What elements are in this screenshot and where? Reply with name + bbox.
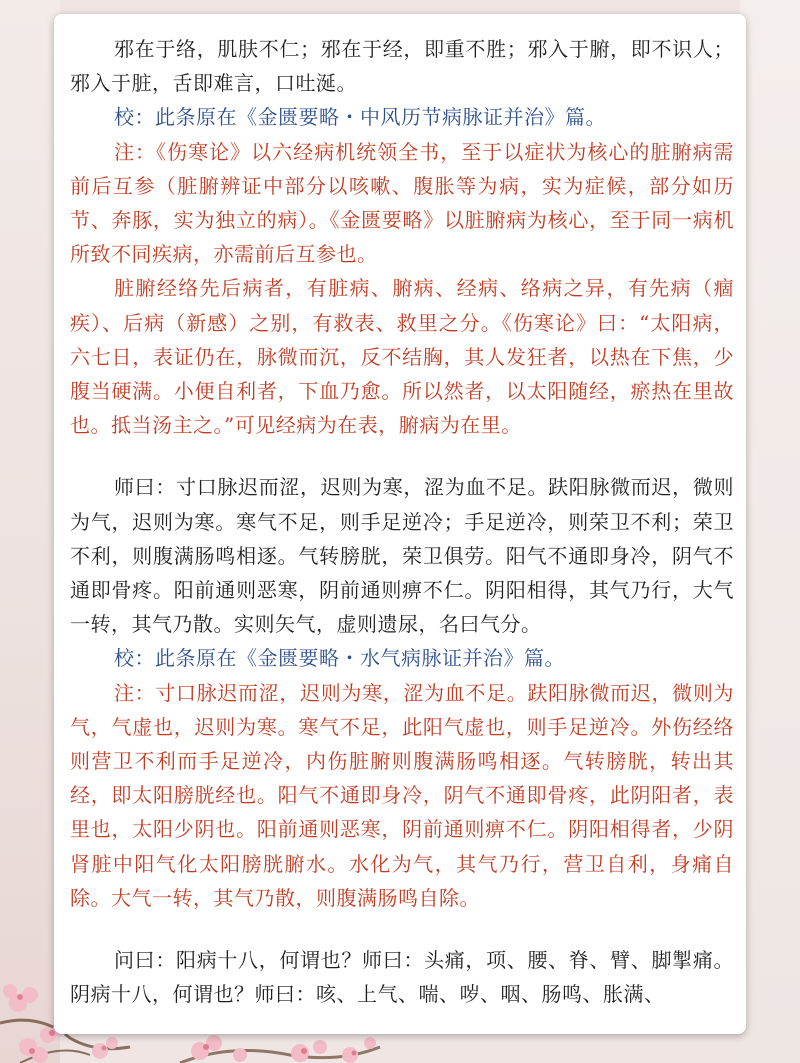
annotation-paragraph: 注：寸口脉迟而涩，迟则为寒，涩为血不足。趺阳脉微而迟，微则为气，气虚也，迟则为寒。寒气不足，此阳气虚也，则手足逆冷。外伤经络则营卫不利而手足逆冷，内伤脏腑则腹满肠鸣相逐。气转膀胱，转出其经，即太阳膀胱经也。阳气不通即身冷，阴气不通即骨疼，此阴阳者，表里也，太阳少阴也。阳前通则恶寒，阴前通则痹不仁。阴阳相得者，少阴肾脏中阳气化太阳膀胱腑水。水化为气，其气乃行，营卫自利，身痛自除。大气一转，其气乃散，则腹满肠鸣自除。 [70, 680, 734, 910]
annotation-paragraph: 注：《伤寒论》以六经病机统领全书，至于以症状为核心的脏腑病需前后互参（脏腑辨证中部分以咳嗽、腹胀等为病，实为症候，部分如历节、奔豚，实为独立的病）。《金匮要略》以脏腑病为核心，至于同一病机所致不同疾病，亦需前后互参也。 [70, 139, 734, 267]
section-1 [70, 32, 734, 442]
original-text-paragraph: 问曰：阳病十八，何谓也？师曰：头痛，项、腰、脊、臂、脚掣痛。阴病十八，何谓也？师曰：咳、上气、喘、哕、咽、肠鸣、胀满、 [70, 948, 734, 1007]
original-text-paragraph: 邪在于络，肌肤不仁；邪在于经，即重不胜；邪入于腑，即不识人；邪入于脏，舌即难言，口吐涎。 [70, 37, 734, 96]
collation-note: 校：此条原在《金匮要略・中风历节病脉证并治》篇。 [114, 105, 606, 130]
section-gap [70, 915, 734, 943]
background-left [0, 0, 60, 1063]
page-content [70, 32, 734, 1011]
collation-note: 校：此条原在《金匮要略・水气病脉证并治》篇。 [114, 646, 565, 671]
background-right [740, 0, 800, 1063]
section-3 [70, 943, 734, 1011]
annotation-paragraph: 脏腑经络先后病者，有脏病、腑病、经病、络病之异，有先病（痼疾）、后病（新感）之别，有救表、救里之分。《伤寒论》曰：“太阳病，六七日，表证仍在，脉微而沉，反不结胸，其人发狂者，以热在下焦，少腹当硬满。小便自利者，下血乃愈。所以然者，以太阳随经，瘀热在里故也。抵当汤主之。”可见经病为在表，腑病为在里。 [70, 276, 734, 438]
book-page [54, 14, 746, 1034]
section-gap [70, 442, 734, 470]
original-text-paragraph: 师曰：寸口脉迟而涩，迟则为寒，涩为血不足。趺阳脉微而迟，微则为气，迟则为寒。寒气不足，则手足逆冷；手足逆冷，则荣卫不利；荣卫不利，则腹满肠鸣相逐。气转膀胱，荣卫俱劳。阳气不通即身冷，阴气不通即骨疼。阳前通则恶寒，阴前通则痹不仁。阴阳相得，其气乃行，大气一转，其气乃散。实则矢气，虚则遗尿，名曰气分。 [70, 475, 734, 637]
section-2 [70, 470, 734, 915]
